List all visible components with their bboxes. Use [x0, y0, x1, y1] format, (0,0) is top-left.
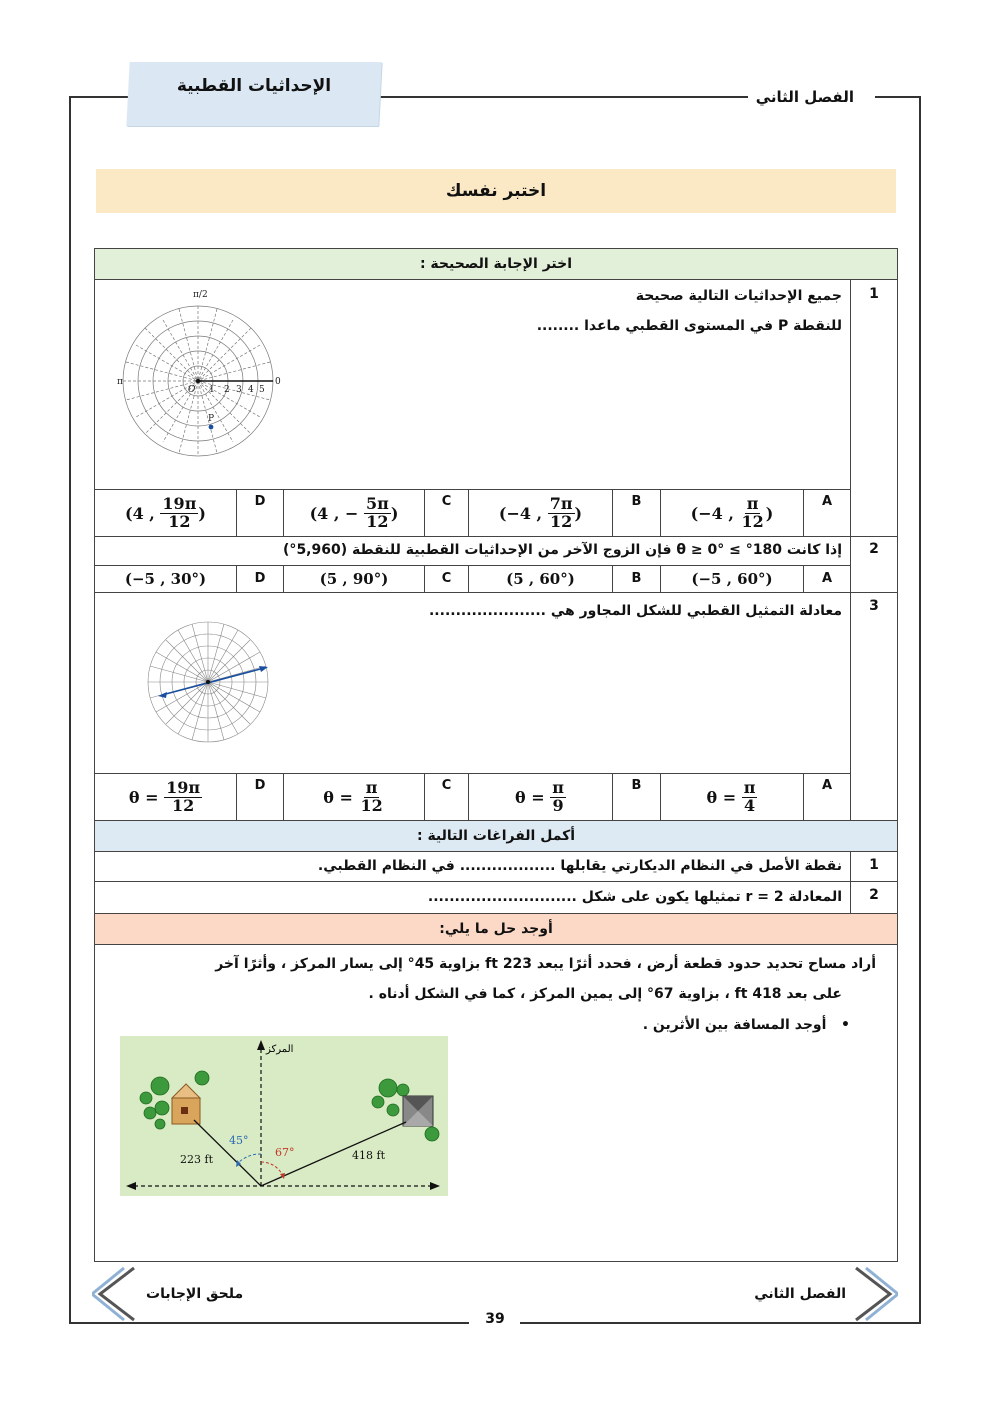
- q3-letter-d: D: [236, 773, 284, 821]
- section-fill-heading: أكمل الفراغات التالية :: [94, 820, 898, 852]
- figure-center-label: المركز: [266, 1044, 294, 1055]
- q1-graph-tick-4: 4: [248, 385, 254, 395]
- q1-letter-d: D: [236, 489, 284, 537]
- q1-option-d[interactable]: (4 , $\frac{19\pi}{12}$ ): [94, 489, 237, 537]
- q1-line1: جميع الإحداثيات التالية صحيحة: [635, 288, 842, 304]
- footer-right-chevron-icon: [846, 1266, 898, 1322]
- q3-letter-a: A: [803, 773, 851, 821]
- frame-top-right: [875, 96, 921, 98]
- q1-graph-tick-1: 1: [209, 385, 215, 395]
- header-tab-title: الإحداثيات القطبية: [176, 76, 332, 96]
- q3-polar-graph: [140, 600, 290, 768]
- frame-top-mid: [380, 96, 760, 98]
- q1-number: 1: [869, 286, 879, 302]
- q1-graph-origin: O: [188, 385, 196, 395]
- q1-option-c[interactable]: (4 , − $\frac{5\pi}{12}$ ): [283, 489, 425, 537]
- q1-graph-tick-3: 3: [236, 385, 242, 395]
- q3-number-cell: [850, 592, 898, 821]
- q3-letter-c: C: [424, 773, 469, 821]
- frame-left: [69, 96, 71, 1324]
- solve-line1: أراد مساح تحديد حدود قطعة أرض ، فحدد أثرًا يبعد 223 ft بزاوية 45° إلى يسار المركز ، وأثرًا آخر: [215, 956, 876, 972]
- fill-2-text: المعادلة r = 2 تمثيلها يكون على شكل ............................: [427, 889, 842, 905]
- q3-option-c[interactable]: θ = $\frac{\pi}{12}$: [283, 773, 425, 821]
- section-mc-heading: اختر الإجابة الصحيحة :: [94, 248, 898, 280]
- banner-title: اختبر نفسك: [96, 169, 896, 213]
- q1-graph-left-label: π: [117, 377, 123, 387]
- header-chapter: الفصل الثاني: [748, 88, 862, 106]
- solve-bullet: [350, 1017, 850, 1033]
- figure-left-distance: 223 ft: [180, 1153, 213, 1166]
- footer-answers-link[interactable]: ملحق الإجابات: [146, 1286, 244, 1302]
- frame-top-left: [70, 96, 130, 98]
- q3-text: معادلة التمثيل القطبي للشكل المجاور هي ......................: [428, 603, 842, 619]
- q2-option-b[interactable]: (5 , 60°): [468, 565, 613, 593]
- q1-letter-a: A: [803, 489, 851, 537]
- fill-1-text: نقطة الأصل في النظام الديكارتي يقابلها .................. في النظام القطبي.: [317, 858, 842, 874]
- q2-option-d[interactable]: (−5 , 30°): [94, 565, 237, 593]
- q3-option-b[interactable]: θ = $\frac{\pi}{9}$: [468, 773, 613, 821]
- frame-right: [919, 96, 921, 1324]
- q1-option-b[interactable]: (−4 , $\frac{7\pi}{12}$ ): [468, 489, 613, 537]
- q1-graph-tick-2: 2: [224, 385, 230, 395]
- q2-letter-c: C: [424, 565, 469, 593]
- q1-graph-tick-5: 5: [259, 385, 265, 395]
- fill-1-number: 1: [869, 857, 879, 873]
- footer-chapter: الفصل الثاني: [754, 1286, 846, 1302]
- q1-line2: للنقطة P في المستوى القطبي ماعدا ........: [536, 318, 842, 334]
- figure-left-angle: 45°: [229, 1134, 249, 1147]
- q2-letter-b: B: [612, 565, 661, 593]
- q1-graph-point: P: [208, 414, 215, 424]
- q1-number-cell: [850, 279, 898, 537]
- q3-option-d[interactable]: θ = $\frac{19\pi}{12}$: [94, 773, 237, 821]
- section-solve-heading: أوجد حل ما يلي:: [94, 913, 898, 945]
- q2-letter-d: D: [236, 565, 284, 593]
- q1-letter-b: B: [612, 489, 661, 537]
- q1-polar-graph: [115, 288, 285, 478]
- frame-bottom-left: [69, 1322, 469, 1324]
- frame-bottom-right: [520, 1322, 921, 1324]
- q2-option-c[interactable]: (5 , 90°): [283, 565, 425, 593]
- page-number: 39: [470, 1311, 520, 1327]
- q2-letter-a: A: [803, 565, 851, 593]
- q2-option-a[interactable]: (−5 , 60°): [660, 565, 804, 593]
- q2-text: إذا كانت 180° ≥ θ ≥ 0° فإن الزوج الآخر من الإحداثيات القطبية للنقطة (5,960°): [283, 542, 842, 558]
- figure-right-angle: 67°: [275, 1146, 295, 1159]
- fill-2-number: 2: [869, 887, 879, 903]
- footer-left-chevron-icon: [92, 1266, 144, 1322]
- solve-line2: على بعد 418 ft ، بزاوية 67° إلى يمين المركز ، كما في الشكل أدناه .: [368, 986, 842, 1002]
- surveyor-figure: [120, 1036, 448, 1196]
- bullet-icon: •: [826, 1017, 850, 1033]
- q1-graph-top-label: π/2: [193, 290, 208, 300]
- solve-bullet-text: أوجد المسافة بين الأثرين .: [642, 1017, 827, 1033]
- q3-option-a[interactable]: θ = $\frac{\pi}{4}$: [660, 773, 804, 821]
- q3-number: 3: [869, 598, 879, 614]
- q2-number: 2: [869, 541, 879, 557]
- figure-right-distance: 418 ft: [352, 1149, 385, 1162]
- q3-letter-b: B: [612, 773, 661, 821]
- q1-graph-right-label: 0: [275, 377, 281, 387]
- q1-option-a[interactable]: (−4 , $\frac{\pi}{12}$ ): [660, 489, 804, 537]
- q1-letter-c: C: [424, 489, 469, 537]
